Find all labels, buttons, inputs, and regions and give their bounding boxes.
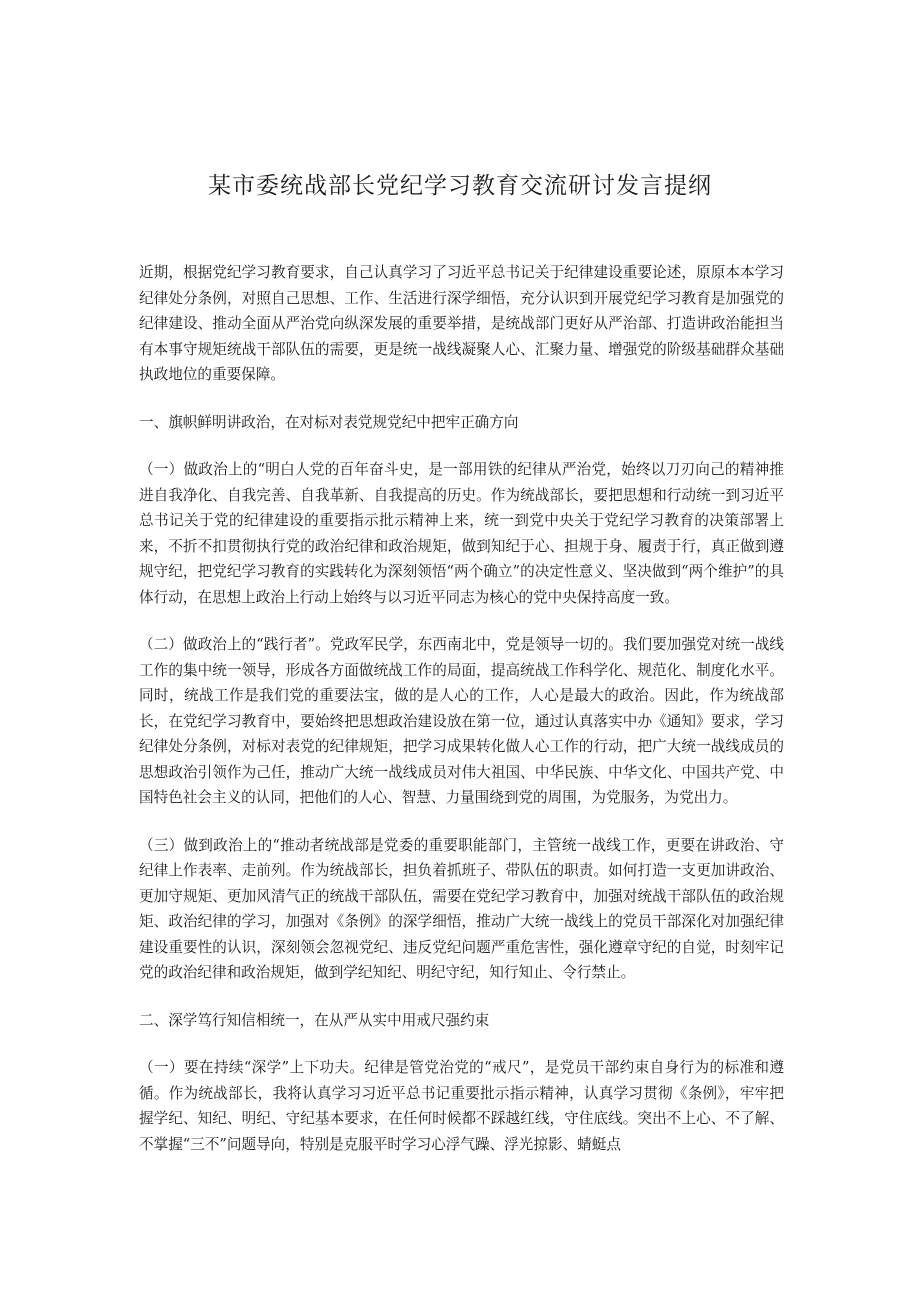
section-1-paragraph-2: （二）做政治上的“践行者”。党政军民学，东西南北中，党是领导一切的。我们要加强党对统一战线工作的集中统一领导，形成各方面做统战工作的局面，提高统战工作科学化、规范化、制度化水平。同时，统战工作是我们党的重要法宝，做的是人心的工作，人心是最大的政治。因此，作为统战部长，在党纪学习教育中，要始终把思想政治建设放在第一位，通过认真落实中办《通知》要求，学习纪律处分条例，对标对表党的纪律规矩，把学习成果转化做人心工作的行动，把广大统一战线成员的思想政治引领作为己任，推动广大统一战线成员对伟大祖国、中华民族、中华文化、中国共产党、中国特色社会主义的认同，把他们的人心、智慧、力量围绕到党的周围，为党服务，为党出力。 [139, 636, 784, 806]
section-2-paragraph-1: （一）要在持续“深学”上下功夫。纪律是管党治党的“戒尺”，是党员干部约束自身行为的标准和遵循。作为统战部长，我将认真学习习近平总书记重要批示指示精神，认真学习贯彻《条例》，牢牢把握学纪、知纪、明纪、守纪基本要求，在任何时候都不踩越红线，守住底线。突出不上心、不了解、不掌握“三不”问题导向，特别是克服平时学习心浮气躁、浮光掠影、蜻蜓点 [139, 1059, 784, 1153]
intro-paragraph: 近期，根据党纪学习教育要求，自己认真学习了习近平总书记关于纪律建设重要论述，原原本本学习纪律处分条例，对照自己思想、工作、生活进行深学细悟，充分认识到开展党纪学习教育是加强党的纪律建设、推动全面从严治党向纵深发展的重要举措，是统战部门更好从严治部、打造讲政治能担当有本事守规矩统战干部队伍的需要，更是统一战线凝聚人心、汇聚力量、增强党的阶级基础群众基础执政地位的重要保障。 [139, 264, 784, 383]
section-2-heading: 二、深学笃行知信相统一，在从严从实中用戒尺强约束 [139, 1011, 490, 1029]
document-body [139, 260, 784, 1179]
section-1-heading: 一、旗帜鲜明讲政治，在对标对表党规党纪中把牢正确方向 [139, 413, 519, 431]
section-1-paragraph-1: （一）做政治上的“明白人党的百年奋斗史，是一部用铁的纪律从严治党，始终以刀刃向己的精神推进自我净化、自我完善、自我革新、自我提高的历史。作为统战部长，要把思想和行动统一到习近平总书记关于党的纪律建设的重要指示批示精神上来，统一到党中央关于党纪学习教育的决策部署上来，不折不扣贯彻执行党的政治纪律和政治规矩，做到知纪于心、担规于身、履责于行，真正做到遵规守纪，把党纪学习教育的实践转化为深刻领悟“两个确立”的决定性意义、坚决做到“两个维护”的具体行动，在思想上政治上行动上始终与以习近平同志为核心的党中央保持高度一致。 [139, 461, 784, 606]
document-title: 某市委统战部长党纪学习教育交流研讨发言提纲 [208, 173, 712, 199]
section-1-paragraph-3: （三）做到政治上的“推动者统战部是党委的重要职能部门，主管统一战线工作，更要在讲政治、守纪律上作表率、走前列。作为统战部长，担负着抓班子、带队伍的职责。如何打造一支更加讲政治、更加守规矩、更加风清气正的统战干部队伍，需要在党纪学习教育中，加强对统战干部队伍的政治规矩、政治纪律的学习，加强对《条例》的深学细悟，推动广大统一战线上的党员干部深化对加强纪律建设重要性的认识，深刻领会忽视党纪、违反党纪问题严重危害性，强化遵章守纪的自觉，时刻牢记党的政治纪律和政治规矩，做到学纪知纪、明纪守纪，知行知止、令行禁止。 [139, 836, 784, 981]
